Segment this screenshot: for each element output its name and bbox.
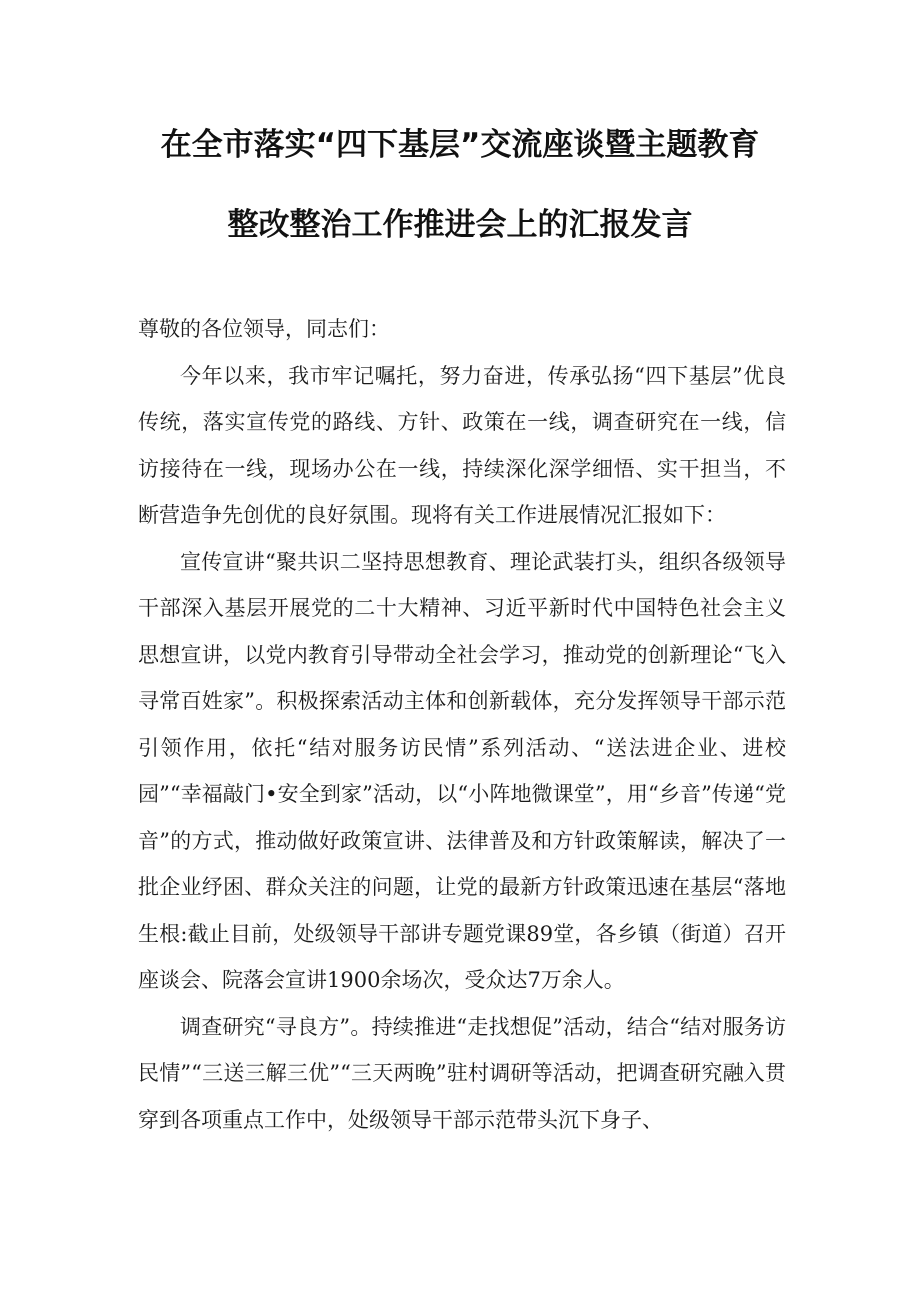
paragraph-research: 调查研究“寻良方”。持续推进“走找想促”活动，结合“结对服务访民情”“三送三解三优”“三天两晚”驻村调研等活动，把调查研究融入贯穿到各项重点工作中，处级领导干部示范带头沉下身子、 [138,1014,786,1132]
document-title-line-2: 整改整治工作推进会上的汇报发言 [227,207,693,243]
paragraph-intro: 今年以来，我市牢记嘱托，努力奋进，传承弘扬“四下基层”优良传统，落实宣传党的路线、方针、政策在一线，调查研究在一线，信访接待在一线，现场办公在一线，持续深化深学细悟、实干担当，不断营造争先创优的良好氛围。现将有关工作进展情况汇报如下： [138,363,786,527]
paragraph-publicity: 宣传宣讲“聚共识二坚持思想教育、理论武装打头，组织各级领导干部深入基层开展党的二十大精神、习近平新时代中国特色社会主义思想宣讲，以党内教育引导带动全社会学习，推动党的创新理论“飞入寻常百姓家”。积极探索活动主体和创新载体，充分发挥领导干部示范引领作用，依托“结对服务访民情”系列活动、“送法进企业、进校园”“幸福敲门•安全到家”活动，以“小阵地微课堂”，用“乡音”传递“党音”的方式，推动做好政策宣讲、法律普及和方针政策解读，解决了一批企业纾困、群众关注的问题，让党的最新方针政策迅速在基层“落地生根:截止目前，处级领导干部讲专题党课89堂，各乡镇（街道）召开座谈会、院落会宣讲1900余场次，受众达7万余人。 [138,549,786,992]
document-body [138,306,786,1143]
document-title-line-1: 在全市落实“四下基层”交流座谈暨主题教育 [160,127,760,163]
salutation: 尊敬的各位领导，同志们： [138,317,390,341]
